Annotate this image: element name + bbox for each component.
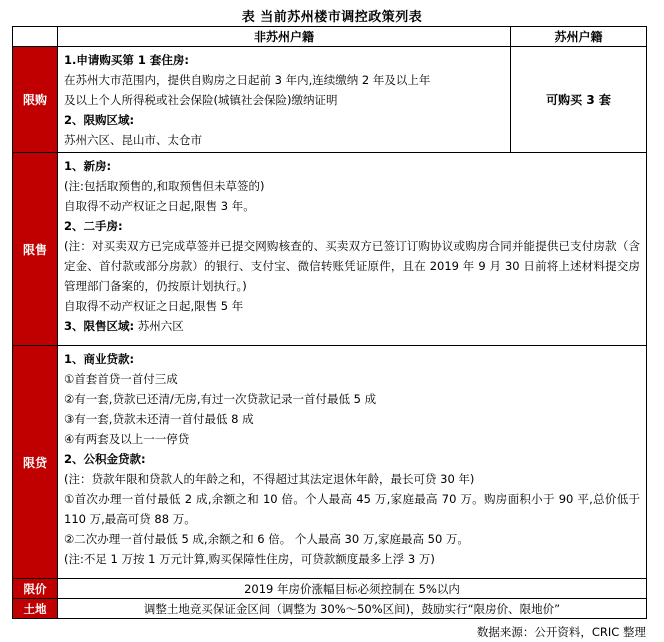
purchase-item-2-heading: 2、限购区域: — [64, 113, 135, 127]
category-purchase: 限购 — [13, 47, 58, 153]
sale-item-1-text: 自取得不动产权证之日起,限售 3 年。 — [64, 199, 255, 213]
policy-table — [12, 26, 647, 619]
sale-area-label: 3、限售区域: — [64, 319, 135, 333]
purchase-non-local — [58, 47, 511, 153]
sale-item-2-heading: 2、二手房: — [64, 219, 123, 233]
purchase-item-1-text: 在苏州大市范围内，提供自购房之日起前 3 年内,连续缴纳 2 年及以上年 — [64, 73, 431, 87]
land-content: 调整土地竞买保证金区间（调整为 30%～50%区间)，鼓励实行“限房价、限地价” — [58, 599, 647, 619]
loan-item-1-heading: 1、商业贷款: — [64, 352, 135, 366]
category-sale: 限售 — [13, 153, 58, 346]
header-blank — [13, 27, 58, 47]
header-local: 苏州户籍 — [511, 27, 647, 47]
sale-area-value: 苏州六区 — [137, 319, 184, 333]
row-purchase — [13, 47, 647, 153]
sale-item-2-note: (注：对买卖双方已完成草签并已提交网购核查的、买卖双方已签订订购协议或购房合同并能提供已支付房款（含定金、首付款或部分房款）的银行、支付宝、微信转账凭证原件，且在 2019 年 9 月 30 日前将上述材料提交房管理部门备案的，仍按原计划执行。) — [64, 239, 640, 293]
purchase-item-1-heading: 1.申请购买第 1 套住房: — [64, 53, 189, 67]
loan-item-1-d: ④有两套及以上一一停贷 — [64, 432, 190, 446]
loan-item-1-a: ①首套首贷一首付三成 — [64, 372, 178, 386]
row-price — [13, 579, 647, 599]
loan-item-2-note: (注：贷款年限和贷款人的年龄之和，不得超过其法定退休年龄，最长可贷 30 年) — [64, 472, 475, 486]
loan-content — [58, 346, 647, 579]
loan-item-2-heading: 2、公积金贷款: — [64, 452, 146, 466]
purchase-item-1-text-cont: 及以上个人所得税或社会保险(城镇社会保险)缴纳证明 — [64, 93, 338, 107]
category-loan: 限贷 — [13, 346, 58, 579]
sale-item-1-note: (注:包括取预售的,和取预售但未草签的) — [64, 179, 265, 193]
loan-item-2-b: ②二次办理一首付最低 5 成,余额之和 6 倍。 个人最高 30 万,家庭最高 50 万。 — [64, 532, 469, 546]
sale-item-3-heading — [64, 316, 640, 336]
sale-item-1-heading: 1、新房: — [64, 159, 112, 173]
loan-item-2-a: ①首次办理一首付最低 2 成,余额之和 10 倍。个人最高 45 万,家庭最高 70 万。购房面积小于 90 平,总价低于 110 万,最高可贷 88 万。 — [64, 492, 640, 526]
row-loan — [13, 346, 647, 579]
header-non-local: 非苏州户籍 — [58, 27, 511, 47]
row-sale — [13, 153, 647, 346]
page-title: 表 当前苏州楼市调控政策列表 — [241, 10, 423, 25]
category-land: 土地 — [13, 599, 58, 619]
sale-content — [58, 153, 647, 346]
header-row — [13, 27, 647, 47]
loan-item-1-b: ②有一套,贷款已还清/无房,有过一次贷款记录一首付最低 5 成 — [64, 392, 377, 406]
price-content: 2019 年房价涨幅目标必须控制在 5%以内 — [58, 579, 647, 599]
source-note: 数据来源：公开资料，CRIC 整理 — [476, 625, 646, 639]
loan-item-1-c: ③有一套,贷款未还清一首付最低 8 成 — [64, 412, 254, 426]
loan-item-2-note-2: (注:不足 1 万按 1 万元计算,购买保障性住房，可贷款额度最多上浮 3 万) — [64, 552, 435, 566]
category-price: 限价 — [13, 579, 58, 599]
sale-item-2-text: 自取得不动产权证之日起,限售 5 年 — [64, 299, 244, 313]
row-land — [13, 599, 647, 619]
purchase-item-2-text: 苏州六区、昆山市、太仓市 — [64, 133, 202, 147]
purchase-local: 可购买 3 套 — [511, 47, 647, 153]
